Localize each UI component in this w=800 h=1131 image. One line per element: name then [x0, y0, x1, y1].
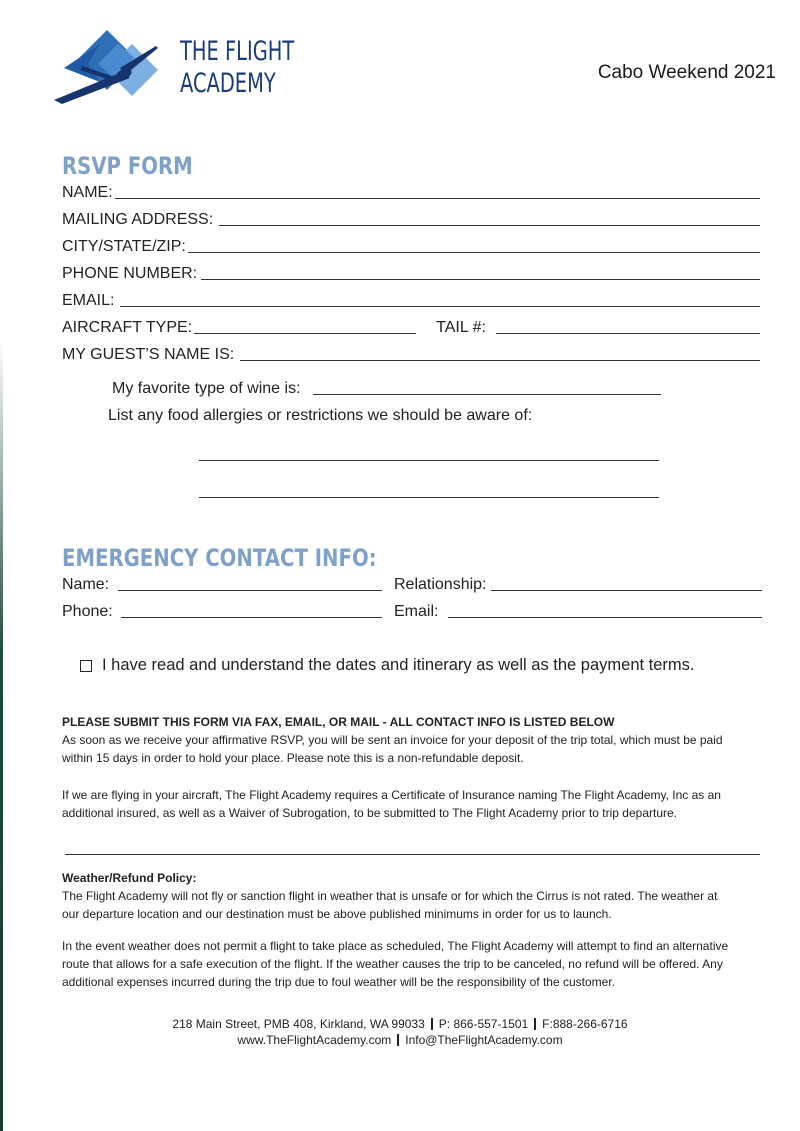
footer-separator [397, 1034, 399, 1046]
agreement-text: I have read and understand the dates and itinerary as well as the payment terms. [102, 656, 695, 674]
footer-address: 218 Main Street, PMB 408, Kirkland, WA 99033 [172, 1017, 425, 1031]
emergency-name-input-line[interactable] [118, 589, 382, 591]
phone-field-row [62, 265, 760, 283]
name-label: NAME: [62, 184, 113, 201]
emergency-heading: EMERGENCY CONTACT INFO: [62, 544, 377, 572]
city-state-zip-label: CITY/STATE/ZIP: [62, 238, 186, 255]
emergency-phone-input-line[interactable] [121, 616, 382, 618]
email-field-row [62, 292, 760, 310]
submit-heading: PLEASE SUBMIT THIS FORM VIA FAX, EMAIL, OR MAIL - ALL CONTACT INFO IS LISTED BELOW [62, 715, 615, 729]
email-label: EMAIL: [62, 292, 115, 309]
footer-contact-line-2 [0, 1033, 800, 1047]
allergies-label: List any food allergies or restrictions we should be aware of: [108, 407, 533, 424]
weather-policy [62, 869, 737, 923]
empty-checkbox-icon[interactable] [80, 660, 92, 672]
guest-name-field-row [62, 346, 760, 364]
name-field-row [62, 184, 760, 202]
deposit-text: As soon as we receive your affirmative RSVP, you will be sent an invoice for your deposit of the trip total, which must be paid within 15 days in order to hold your place. Please note this is a non-refundable deposit. [62, 733, 723, 765]
footer-contact-line-1 [0, 1017, 800, 1031]
allergies-input-line-1[interactable] [199, 460, 659, 461]
mailing-address-field-row [62, 211, 760, 229]
brand-line-1: THE FLIGHT [180, 36, 295, 67]
emergency-phone-label: Phone: [62, 603, 113, 620]
footer-fax: F:888-266-6716 [542, 1017, 628, 1031]
phone-input-line[interactable] [201, 278, 760, 280]
city-state-zip-input-line[interactable] [188, 251, 760, 253]
brand-line-2: ACADEMY [180, 68, 276, 99]
phone-label: PHONE NUMBER: [62, 265, 198, 282]
insurance-text: If we are flying in your aircraft, The Flight Academy requires a Certificate of Insurance naming The Flight Academy, Inc as an additional insured, as well as a Waiver of Subrogation, to be submitted to The Flight Academy prior to trip departure. [62, 788, 721, 820]
footer-email-link[interactable]: Info@TheFlightAcademy.com [405, 1033, 563, 1047]
brand-wordmark [180, 36, 295, 100]
tail-number-label: TAIL #: [436, 319, 486, 336]
aircraft-type-label: AIRCRAFT TYPE: [62, 319, 193, 336]
emergency-email-field-row [394, 603, 762, 621]
footer-separator [431, 1018, 433, 1030]
agreement-row [80, 656, 695, 675]
event-title: Cabo Weekend 2021 [597, 62, 776, 83]
allergies-input-line-2[interactable] [199, 497, 659, 498]
footer-separator [534, 1018, 536, 1030]
allergies-row [108, 407, 532, 425]
email-input-line[interactable] [120, 305, 760, 307]
relationship-field-row [394, 576, 762, 594]
footer-website-link[interactable]: www.TheFlightAcademy.com [237, 1033, 392, 1047]
tail-number-input-line[interactable] [496, 332, 760, 334]
footer-phone: P: 866-557-1501 [438, 1017, 529, 1031]
mailing-address-label: MAILING ADDRESS: [62, 211, 214, 228]
emergency-email-label: Email: [394, 603, 439, 620]
page-edge-decoration [0, 340, 3, 1131]
wine-label: My favorite type of wine is: [112, 380, 301, 397]
guest-name-input-line[interactable] [240, 359, 760, 361]
divider [65, 854, 760, 855]
name-input-line[interactable] [115, 197, 760, 199]
rsvp-heading: RSVP FORM [62, 152, 193, 180]
submission-instructions [62, 713, 737, 767]
relationship-input-line[interactable] [491, 589, 763, 591]
flight-academy-logo-icon [52, 30, 162, 108]
aircraft-type-input-line[interactable] [194, 332, 416, 334]
emergency-email-input-line[interactable] [448, 616, 762, 618]
emergency-name-label: Name: [62, 576, 110, 593]
weather-paragraph-1: The Flight Academy will not fly or sanction flight in weather that is unsafe or for which the Cirrus is not rated. The weather at our departure location and our destination must be above published minimums in order for us to launch. [62, 889, 718, 921]
emergency-name-field-row [62, 576, 382, 594]
guest-name-label: MY GUEST’S NAME IS: [62, 346, 235, 363]
wine-input-line[interactable] [313, 393, 661, 395]
emergency-phone-field-row [62, 603, 382, 621]
weather-paragraph-2: In the event weather does not permit a flight to take place as scheduled, The Flight Academy will attempt to find an alternative route that allows for a safe execution of the flight. If the weather causes the trip to be canceled, no refund will be offered. Any additional expenses incurred during the trip due to foul weather will be the responsibility of the customer. [62, 939, 729, 989]
relationship-label: Relationship: [394, 576, 487, 593]
mailing-address-input-line[interactable] [219, 224, 760, 226]
city-state-zip-field-row [62, 238, 760, 256]
aircraft-tail-field-row [62, 319, 760, 337]
wine-field-row [112, 380, 661, 398]
weather-heading: Weather/Refund Policy: [62, 871, 197, 885]
